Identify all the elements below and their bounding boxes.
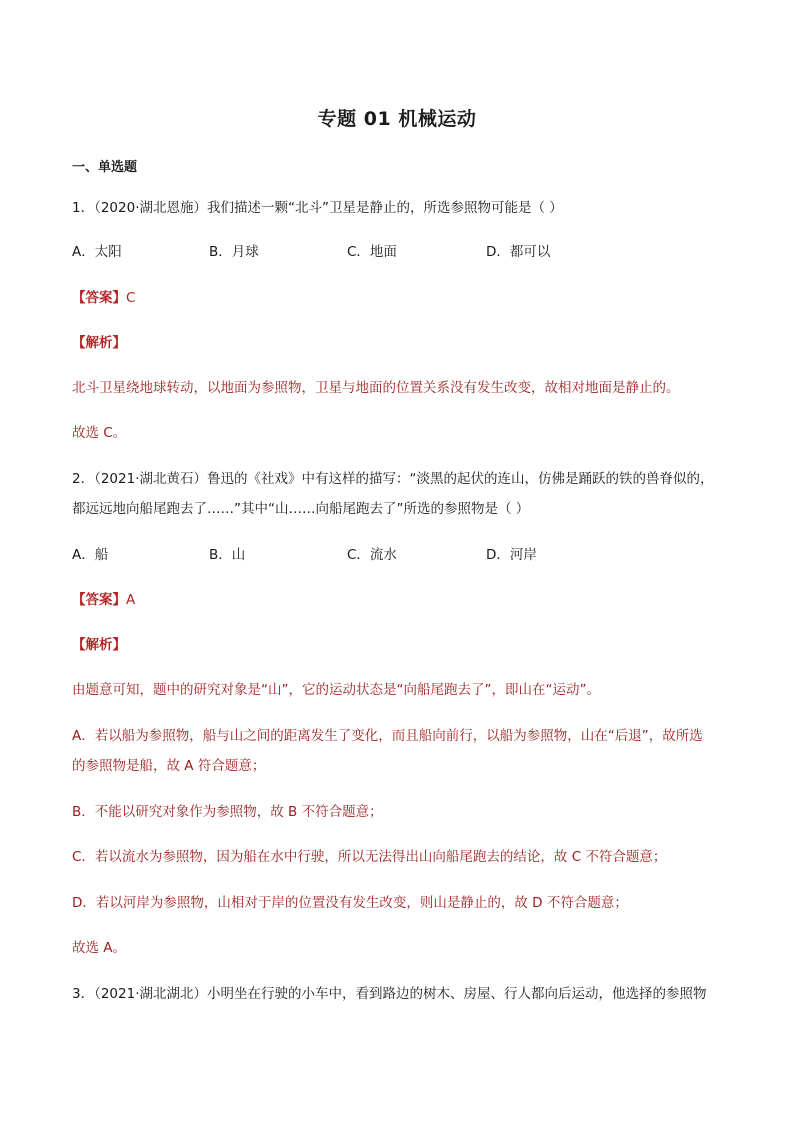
q2-analysis-line: 的参照物是船，故 A 符合题意； bbox=[72, 758, 266, 774]
q2-option-b: B．山 bbox=[209, 547, 246, 563]
q2-analysis-line: A．若以船为参照物，船与山之间的距离发生了变化，而且船向前行，以船为参照物，山在“后退”，故所选 bbox=[72, 728, 703, 744]
q1-option-d: D．都可以 bbox=[486, 244, 551, 260]
q1-analysis-line: 北斗卫星绕地球转动，以地面为参照物，卫星与地面的位置关系没有发生改变，故相对地面是静止的。 bbox=[72, 380, 680, 396]
q1-option-c: C．地面 bbox=[347, 244, 397, 260]
question-2-stem-line2: 都远远地向船尾跑去了……”其中“山……向船尾跑去了”所选的参照物是（ ） bbox=[72, 501, 530, 517]
section-heading: 一、单选题 bbox=[72, 160, 138, 175]
q1-conclusion: 故选 C。 bbox=[72, 425, 127, 441]
q2-option-a: A．船 bbox=[72, 547, 109, 563]
q1-option-b: B．月球 bbox=[209, 244, 259, 260]
q1-answer bbox=[72, 286, 135, 306]
q2-option-d: D．河岸 bbox=[486, 547, 537, 563]
q2-analysis-line: B．不能以研究对象作为参照物，故 B 不符合题意； bbox=[72, 804, 383, 820]
q2-option-c: C．流水 bbox=[347, 547, 397, 563]
question-2-stem-line1: 2．（2021·湖北黄石）鲁迅的《社戏》中有这样的描写：“淡黑的起伏的连山，仿佛是踊跃的铁的兽脊似的， bbox=[72, 471, 714, 487]
q1-option-a: A．太阳 bbox=[72, 244, 122, 260]
answer-value: C bbox=[126, 290, 136, 306]
q2-conclusion: 故选 A。 bbox=[72, 940, 127, 956]
q2-analysis-line: 由题意可知，题中的研究对象是“山”，它的运动状态是“向船尾跑去了”，即山在“运动”。 bbox=[72, 682, 600, 698]
q2-analysis-line: C．若以流水为参照物，因为船在水中行驶，所以无法得出山向船尾跑去的结论，故 C 不符合题意； bbox=[72, 849, 667, 865]
answer-value: A bbox=[126, 592, 136, 608]
page-title: 专题 01 机械运动 bbox=[317, 108, 477, 130]
question-1-stem: 1．（2020·湖北恩施）我们描述一颗“北斗”卫星是静止的，所选参照物可能是（ ） bbox=[72, 200, 563, 216]
q2-answer bbox=[72, 588, 135, 608]
q2-analysis-line: D．若以河岸为参照物，山相对于岸的位置没有发生改变，则山是静止的，故 D 不符合题意； bbox=[72, 895, 628, 911]
question-3-stem: 3．（2021·湖北湖北）小明坐在行驶的小车中，看到路边的树木、房屋、行人都向后运动，他选择的参照物 bbox=[72, 986, 707, 1002]
q2-analysis-label: 【解析】 bbox=[72, 637, 126, 653]
answer-label: 【答案】 bbox=[72, 290, 126, 306]
answer-label: 【答案】 bbox=[72, 592, 126, 608]
q1-analysis-label: 【解析】 bbox=[72, 335, 126, 351]
